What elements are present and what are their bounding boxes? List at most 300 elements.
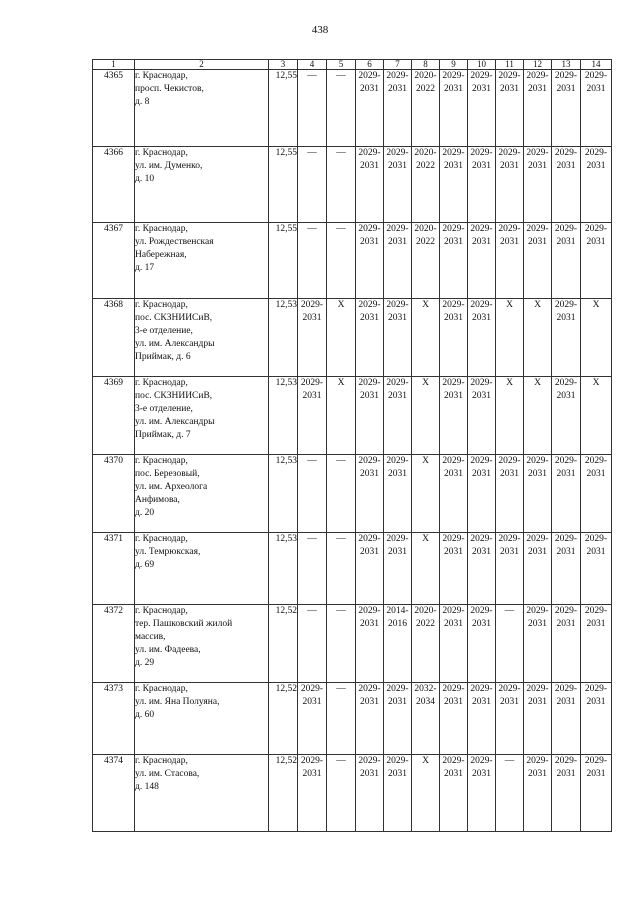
period-text: 2029-: [470, 756, 493, 766]
period-cell: [552, 299, 581, 377]
column-number: 3: [269, 60, 298, 70]
period-text: 2031: [444, 313, 463, 323]
period-text: 2031: [302, 769, 322, 779]
period-cell: [496, 377, 524, 455]
period-cell: [298, 147, 327, 223]
address-line: 3-е отделение,: [135, 326, 193, 336]
period-text: 2031: [528, 84, 547, 94]
period-cell: [384, 377, 412, 455]
period-cell: [412, 147, 440, 223]
column-number: 8: [412, 60, 440, 70]
column-number: 12: [524, 60, 552, 70]
period-text: 2031: [302, 697, 322, 707]
value-cell: 12,52: [269, 683, 298, 755]
period-cell: [496, 455, 524, 533]
period-cell: [552, 70, 581, 147]
period-text: 2031: [472, 697, 491, 707]
period-text: 2029-: [386, 456, 409, 466]
period-cell: [412, 455, 440, 533]
period-cell: [524, 755, 552, 832]
period-text: —: [336, 606, 346, 616]
period-cell: [327, 70, 356, 147]
period-text: 2029-: [554, 684, 578, 694]
period-text: 2029-: [498, 684, 521, 694]
period-text: 2031: [586, 769, 606, 779]
address-line: д. 8: [135, 97, 150, 107]
table-row: [93, 533, 612, 605]
period-text: Х: [506, 378, 513, 388]
row-number: 4371: [93, 533, 135, 605]
period-cell: [356, 683, 384, 755]
value-cell: 12,52: [269, 755, 298, 832]
period-text: Х: [422, 300, 429, 310]
period-text: 2029-: [442, 148, 465, 158]
period-cell: [327, 299, 356, 377]
table-row: [93, 605, 612, 683]
period-cell: [412, 533, 440, 605]
period-text: 2031: [556, 769, 576, 779]
column-number: 5: [327, 60, 356, 70]
period-text: 2031: [556, 547, 576, 557]
period-text: 2031: [500, 84, 519, 94]
period-text: 2029-: [470, 684, 493, 694]
address-line: г. Краснодар,: [135, 148, 188, 158]
period-text: 2034: [416, 697, 435, 707]
period-text: —: [336, 148, 346, 158]
period-text: 2031: [556, 313, 576, 323]
period-cell: [356, 377, 384, 455]
period-text: 2031: [556, 469, 576, 479]
period-text: 2031: [556, 161, 576, 171]
period-cell: [468, 605, 496, 683]
period-cell: [524, 605, 552, 683]
period-text: 2029-: [470, 456, 493, 466]
period-cell: [440, 683, 468, 755]
period-text: 2031: [528, 237, 547, 247]
period-text: 2022: [416, 161, 435, 171]
column-number-row: [93, 60, 612, 70]
period-text: 2031: [472, 769, 491, 779]
address-cell: [135, 299, 269, 377]
period-cell: [496, 223, 524, 299]
period-cell: [356, 147, 384, 223]
period-text: 2029-: [442, 71, 465, 81]
period-text: 2029-: [554, 148, 578, 158]
period-text: 2020-: [414, 224, 437, 234]
table-row: [93, 70, 612, 147]
period-text: —: [307, 606, 317, 616]
period-text: 2029-: [442, 606, 465, 616]
period-text: 2029-: [358, 756, 381, 766]
period-text: 2029-: [554, 534, 578, 544]
period-cell: [468, 147, 496, 223]
period-text: 2031: [472, 391, 491, 401]
period-cell: [524, 683, 552, 755]
period-cell: [327, 755, 356, 832]
period-cell: [298, 299, 327, 377]
period-cell: [412, 299, 440, 377]
period-text: 2029-: [554, 756, 578, 766]
period-text: 2029-: [358, 534, 381, 544]
period-text: 2029-: [526, 71, 549, 81]
period-cell: [384, 533, 412, 605]
address-line: ул. им. Стасова,: [135, 769, 200, 779]
address-line: г. Краснодар,: [135, 378, 188, 388]
period-text: 2016: [388, 619, 407, 629]
column-number: 7: [384, 60, 412, 70]
period-cell: [524, 533, 552, 605]
period-text: Х: [422, 534, 429, 544]
period-text: 2029-: [442, 684, 465, 694]
period-cell: [496, 605, 524, 683]
address-line: ул. им. Думенко,: [135, 161, 203, 171]
period-text: 2029-: [584, 534, 608, 544]
table-row: [93, 755, 612, 832]
period-cell: [327, 377, 356, 455]
period-text: 2029-: [470, 378, 493, 388]
value-cell: 12,55: [269, 147, 298, 223]
address-line: г. Краснодар,: [135, 756, 188, 766]
period-cell: [384, 455, 412, 533]
period-text: 2029-: [386, 300, 409, 310]
period-text: 2031: [528, 769, 547, 779]
period-text: 2029-: [526, 148, 549, 158]
period-text: —: [307, 148, 317, 158]
address-line: Набережная,: [135, 250, 187, 260]
period-text: 2029-: [470, 606, 493, 616]
period-text: 2029-: [584, 71, 608, 81]
period-text: 2029-: [442, 378, 465, 388]
value-cell: 12,53: [269, 455, 298, 533]
period-text: 2031: [528, 619, 547, 629]
period-text: 2029-: [526, 684, 549, 694]
value-cell: 12,52: [269, 605, 298, 683]
period-cell: [581, 455, 612, 533]
period-cell: [384, 299, 412, 377]
period-cell: [468, 223, 496, 299]
address-line: д. 20: [135, 508, 155, 518]
period-cell: [581, 755, 612, 832]
period-text: 2031: [388, 161, 407, 171]
column-number: 6: [356, 60, 384, 70]
period-text: 2031: [388, 469, 407, 479]
address-line: д. 29: [135, 658, 155, 668]
period-text: —: [307, 224, 317, 234]
period-cell: [327, 533, 356, 605]
address-line: г. Краснодар,: [135, 456, 188, 466]
period-text: 2031: [472, 547, 491, 557]
period-text: 2029-: [498, 71, 521, 81]
period-text: 2029-: [442, 224, 465, 234]
address-cell: [135, 70, 269, 147]
period-cell: [581, 533, 612, 605]
row-number: 4366: [93, 147, 135, 223]
period-cell: [468, 70, 496, 147]
period-text: 2031: [528, 469, 547, 479]
address-line: ул. им. Александры: [135, 417, 215, 427]
period-text: 2029-: [554, 71, 578, 81]
period-cell: [327, 223, 356, 299]
row-number: 4368: [93, 299, 135, 377]
period-cell: [496, 299, 524, 377]
period-text: 2031: [472, 469, 491, 479]
period-text: 2029-: [584, 456, 608, 466]
period-text: —: [307, 71, 317, 81]
period-cell: [440, 70, 468, 147]
period-cell: [440, 755, 468, 832]
period-text: —: [307, 534, 317, 544]
period-cell: [581, 70, 612, 147]
period-cell: [440, 147, 468, 223]
period-text: 2031: [360, 237, 379, 247]
period-text: 2031: [302, 313, 322, 323]
period-text: 2029-: [554, 606, 578, 616]
period-text: 2029-: [442, 456, 465, 466]
period-text: Х: [592, 300, 600, 310]
period-cell: [552, 147, 581, 223]
period-cell: [581, 377, 612, 455]
period-cell: [524, 70, 552, 147]
period-text: 2022: [416, 619, 435, 629]
period-cell: [524, 147, 552, 223]
document-table: [92, 59, 612, 832]
period-cell: [524, 377, 552, 455]
period-cell: [581, 223, 612, 299]
period-text: 2029-: [442, 300, 465, 310]
period-text: 2031: [472, 84, 491, 94]
period-text: —: [504, 756, 515, 766]
row-number: 4369: [93, 377, 135, 455]
period-text: 2031: [360, 547, 379, 557]
period-text: 2031: [388, 769, 407, 779]
period-text: 2031: [444, 769, 463, 779]
period-text: 2029-: [300, 756, 324, 766]
period-cell: [496, 533, 524, 605]
period-text: 2031: [360, 469, 379, 479]
period-cell: [581, 605, 612, 683]
period-text: 2029-: [358, 148, 381, 158]
address-line: г. Краснодар,: [135, 684, 188, 694]
address-line: д. 69: [135, 560, 155, 570]
address-cell: [135, 455, 269, 533]
address-cell: [135, 223, 269, 299]
period-cell: [524, 223, 552, 299]
address-line: ул. им. Яна Полуяна,: [135, 697, 220, 707]
address-cell: [135, 605, 269, 683]
column-number: 4: [298, 60, 327, 70]
period-cell: [468, 533, 496, 605]
value-cell: 12,55: [269, 223, 298, 299]
period-cell: [440, 299, 468, 377]
period-text: 2029-: [554, 456, 578, 466]
period-text: 2029-: [386, 148, 409, 158]
period-cell: [440, 377, 468, 455]
address-line: г. Краснодар,: [135, 224, 188, 234]
period-text: 2029-: [584, 148, 608, 158]
period-cell: [496, 683, 524, 755]
period-cell: [298, 223, 327, 299]
address-line: ул. им. Археолога: [135, 482, 208, 492]
period-cell: [327, 455, 356, 533]
period-text: 2031: [586, 697, 606, 707]
column-number: 11: [496, 60, 524, 70]
period-cell: [552, 683, 581, 755]
period-text: 2029-: [584, 684, 608, 694]
period-text: 2031: [556, 237, 576, 247]
address-line: просп. Чекистов,: [135, 84, 204, 94]
period-cell: [412, 683, 440, 755]
table-row: [93, 455, 612, 533]
period-text: 2031: [444, 391, 463, 401]
period-cell: [552, 533, 581, 605]
period-text: 2031: [528, 547, 547, 557]
period-text: 2031: [388, 237, 407, 247]
period-text: 2031: [388, 697, 407, 707]
period-text: 2029-: [358, 456, 381, 466]
period-text: —: [336, 684, 346, 694]
address-line: ул. Темрюкская,: [135, 547, 201, 557]
period-text: 2031: [360, 161, 379, 171]
period-text: 2029-: [470, 148, 493, 158]
period-cell: [384, 70, 412, 147]
period-cell: [552, 377, 581, 455]
period-text: 2022: [416, 237, 435, 247]
period-text: 2020-: [414, 148, 437, 158]
period-cell: [327, 147, 356, 223]
period-cell: [356, 70, 384, 147]
period-text: 2029-: [554, 224, 578, 234]
period-text: 2029-: [526, 534, 549, 544]
period-cell: [412, 70, 440, 147]
period-text: 2031: [500, 161, 519, 171]
period-text: 2020-: [414, 606, 437, 616]
table-row: [93, 377, 612, 455]
address-line: г. Краснодар,: [135, 606, 188, 616]
period-text: 2031: [586, 237, 606, 247]
period-cell: [552, 755, 581, 832]
period-cell: [356, 223, 384, 299]
table-row: [93, 683, 612, 755]
period-text: 2029-: [498, 224, 521, 234]
period-text: 2029-: [386, 224, 409, 234]
period-text: 2031: [360, 84, 379, 94]
period-cell: [524, 455, 552, 533]
period-text: 2031: [444, 619, 463, 629]
table-row: [93, 223, 612, 299]
period-text: 2029-: [470, 534, 493, 544]
address-line: Приймак, д. 6: [135, 352, 191, 362]
address-line: ул. Рождественская: [135, 237, 214, 247]
address-line: д. 10: [135, 174, 155, 184]
period-cell: [524, 299, 552, 377]
period-text: —: [336, 71, 346, 81]
period-text: Х: [534, 300, 541, 310]
period-text: 2031: [360, 313, 379, 323]
period-text: 2031: [500, 697, 519, 707]
period-text: 2031: [388, 547, 407, 557]
period-text: 2020-: [414, 71, 437, 81]
period-text: 2029-: [386, 534, 409, 544]
period-text: 2031: [472, 619, 491, 629]
period-text: —: [307, 456, 317, 466]
period-cell: [468, 683, 496, 755]
period-text: 2031: [556, 619, 576, 629]
period-cell: [552, 455, 581, 533]
period-text: 2029-: [470, 300, 493, 310]
period-text: Х: [422, 756, 429, 766]
period-text: 2029-: [526, 456, 549, 466]
period-text: Х: [422, 378, 429, 388]
period-text: Х: [592, 378, 600, 388]
period-text: 2031: [556, 84, 576, 94]
period-text: 2031: [472, 313, 491, 323]
period-text: —: [336, 534, 346, 544]
period-text: 2031: [444, 84, 463, 94]
period-cell: [412, 605, 440, 683]
period-cell: [468, 299, 496, 377]
period-cell: [327, 683, 356, 755]
period-cell: [384, 147, 412, 223]
period-text: 2029-: [358, 684, 381, 694]
value-cell: 12,55: [269, 70, 298, 147]
period-text: 2031: [472, 161, 491, 171]
period-text: 2029-: [300, 300, 324, 310]
period-text: —: [336, 224, 346, 234]
address-cell: [135, 683, 269, 755]
period-cell: [552, 605, 581, 683]
period-text: 2031: [472, 237, 491, 247]
address-line: д. 60: [135, 710, 155, 720]
period-cell: [298, 70, 327, 147]
period-text: 2029-: [386, 71, 409, 81]
period-text: 2029-: [526, 224, 549, 234]
period-text: 2031: [444, 237, 463, 247]
period-text: 2031: [556, 697, 576, 707]
period-cell: [581, 683, 612, 755]
period-text: 2029-: [470, 224, 493, 234]
period-text: —: [336, 456, 346, 466]
period-cell: [356, 605, 384, 683]
period-text: 2031: [500, 547, 519, 557]
column-number: 13: [552, 60, 581, 70]
row-number: 4374: [93, 755, 135, 832]
period-text: 2031: [586, 547, 606, 557]
value-cell: 12,53: [269, 299, 298, 377]
period-text: 2029-: [526, 756, 549, 766]
period-text: 2031: [302, 391, 322, 401]
period-text: 2029-: [470, 71, 493, 81]
address-line: г. Краснодар,: [135, 71, 188, 81]
period-text: 2031: [586, 619, 606, 629]
period-text: 2031: [388, 391, 407, 401]
period-cell: [468, 755, 496, 832]
period-text: 2029-: [358, 606, 381, 616]
period-text: 2029-: [554, 378, 578, 388]
table-body: [93, 70, 612, 832]
address-line: пос. СКЗНИИСиВ,: [135, 391, 213, 401]
period-cell: [496, 755, 524, 832]
period-cell: [384, 223, 412, 299]
page-number: 438: [311, 24, 329, 36]
period-text: 2029-: [386, 684, 409, 694]
period-cell: [496, 70, 524, 147]
address-line: пос. Березовый,: [135, 469, 200, 479]
period-cell: [356, 299, 384, 377]
period-text: 2031: [360, 769, 379, 779]
column-number: 9: [440, 60, 468, 70]
period-text: 2029-: [442, 756, 465, 766]
row-number: 4367: [93, 223, 135, 299]
